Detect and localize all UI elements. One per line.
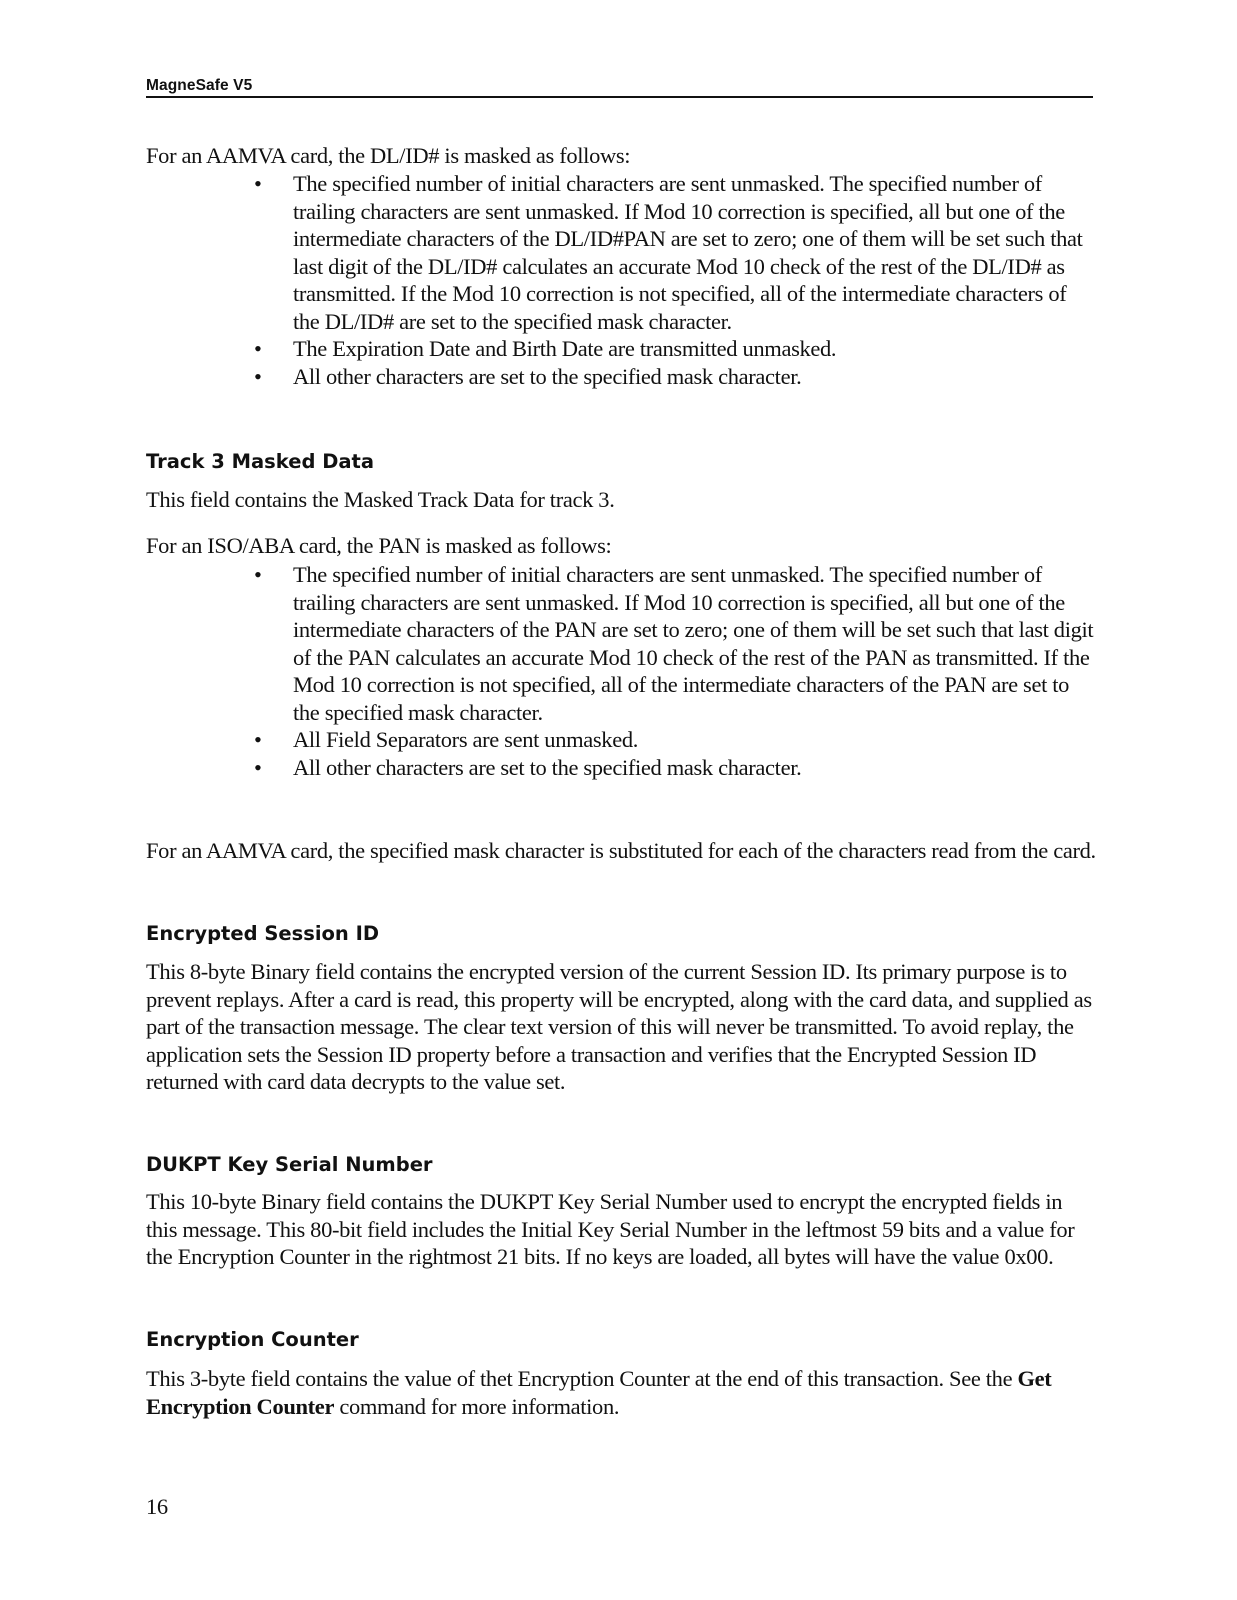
iso-bullet-list — [254, 561, 1094, 781]
bullet-icon: • — [254, 363, 262, 389]
encryption-counter-description: This 3-byte field contains the value of thet Encryption Counter at the end of this transaction. See the Get Encryption Counter command for more information. — [146, 1366, 1052, 1419]
list-item: • The Expiration Date and Birth Date are transmitted unmasked. — [254, 336, 837, 361]
page-number: 16 — [146, 1494, 168, 1519]
dukpt-ksn-description: This 10-byte Binary field contains the DUKPT Key Serial Number used to encrypt the encrypted fields in this message. This 80-bit field includes the Initial Key Serial Number in the leftmost 59 bits and a value for the Encryption Counter in the rightmost 21 bits. If no keys are loaded, all bytes will have the value 0x00. — [146, 1189, 1075, 1269]
bullet-icon: • — [254, 727, 262, 752]
running-header — [146, 74, 1093, 98]
encrypted-session-id-description: This 8-byte Binary field contains the encrypted version of the current Session ID. Its primary purpose is to prevent replays. After a card is read, this property will be encrypted, along with the card data, and supplied as part of the transaction message. The clear text version of this will never be transmitted. To avoid replay, the application sets the Session ID property before a transaction and verifies that the Encrypted Session ID returned with card data decrypts to the value set. — [146, 959, 1092, 1094]
section-heading-dukpt-ksn: DUKPT Key Serial Number — [146, 1153, 433, 1176]
bullet-icon: • — [254, 754, 262, 780]
bullet-icon: • — [254, 562, 262, 587]
iso-intro: For an ISO/ABA card, the PAN is masked as follows: — [146, 533, 612, 558]
track3-description: This field contains the Masked Track Data for track 3. — [146, 487, 615, 512]
bullet-icon: • — [254, 171, 262, 196]
aamva-track3-note: For an AAMVA card, the specified mask character is substituted for each of the characters read from the card. — [146, 838, 1096, 863]
bullet-icon: • — [254, 336, 262, 361]
section-heading-encrypted-session-id: Encrypted Session ID — [146, 922, 380, 945]
list-item: • All other characters are set to the specified mask character. — [254, 754, 802, 780]
section-heading-track3: Track 3 Masked Data — [146, 450, 375, 473]
running-header-title: MagneSafe V5 — [146, 77, 253, 94]
section-heading-encryption-counter: Encryption Counter — [146, 1328, 359, 1351]
list-item: • All Field Separators are sent unmasked. — [254, 727, 639, 752]
list-item: • The specified number of initial characters are sent unmasked. The specified number of trailing characters are sent unmasked. If Mod 10 correction is specified, all but one of the intermediate characters of the PAN are set to zero; one of them will be set such that last digit of the PAN calculates an accurate Mod 10 check of the rest of the PAN as transmitted. If the Mod 10 correction is not specified, all of the intermediate characters of the PAN are set to the specified mask character. — [254, 562, 1094, 725]
aamva-intro: For an AAMVA card, the DL/ID# is masked as follows: — [146, 143, 631, 168]
list-item: • All other characters are set to the specified mask character. — [254, 363, 802, 389]
command-name: Get Encryption Counter — [146, 1366, 1052, 1419]
list-item: • The specified number of initial characters are sent unmasked. The specified number of trailing characters are sent unmasked. If Mod 10 correction is specified, all but one of the intermediate characters of the DL/ID#PAN are set to zero; one of them will be set such that last digit of the DL/ID# calculates an accurate Mod 10 check of the rest of the DL/ID# as transmitted. If the Mod 10 correction is not specified, all of the intermediate characters of the DL/ID# are set to the specified mask character. — [254, 171, 1083, 334]
aamva-bullet-list — [254, 170, 1094, 390]
